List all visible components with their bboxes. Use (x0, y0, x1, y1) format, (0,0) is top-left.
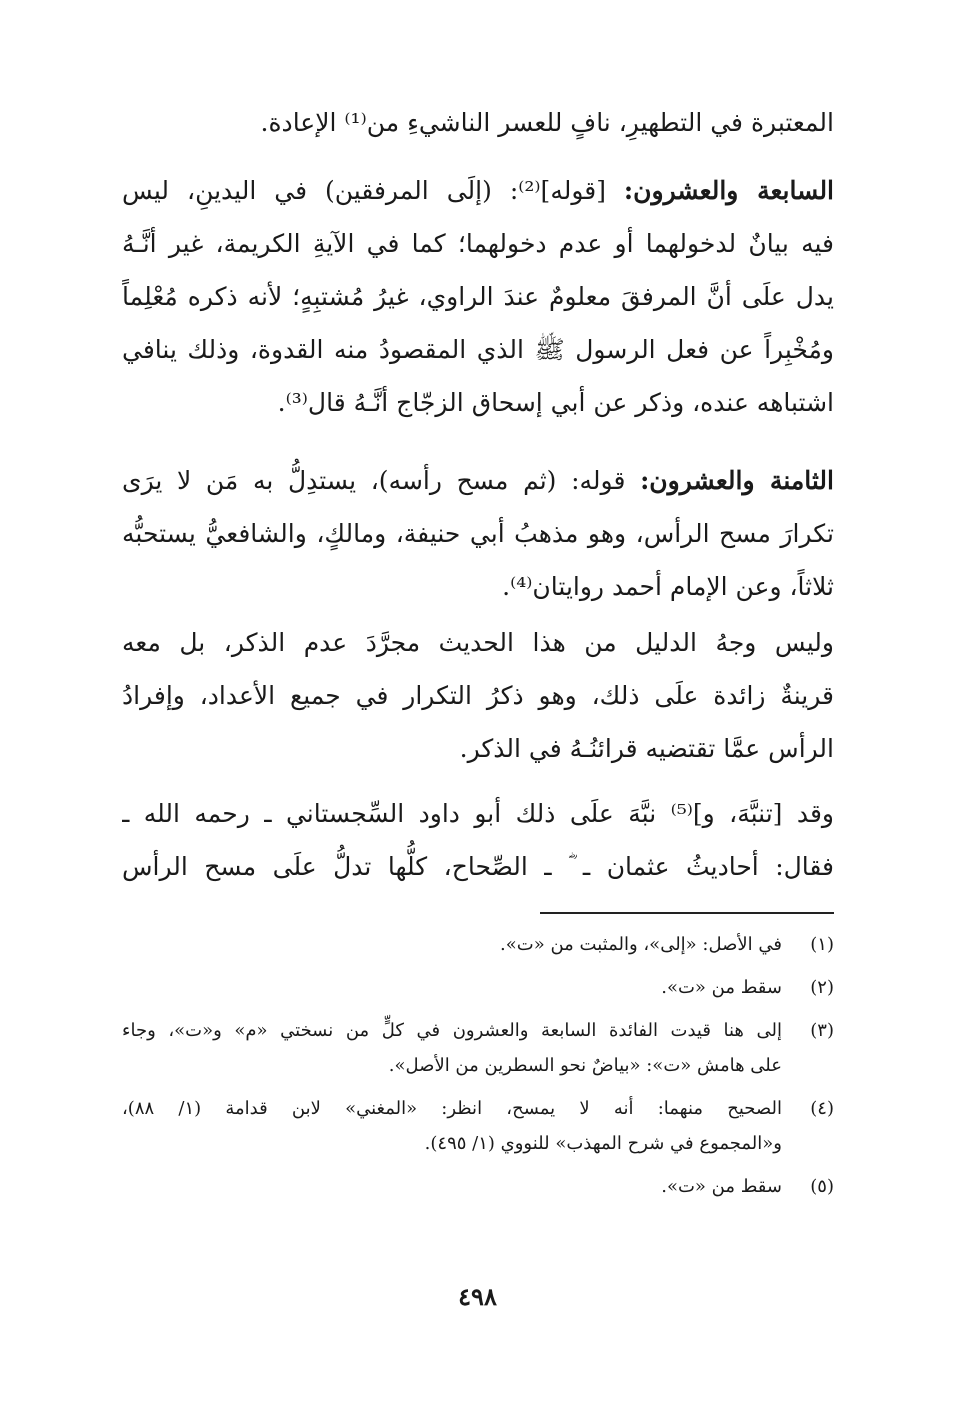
footnote (122, 1013, 834, 1083)
text-span: [قوله]⁽²⁾: (إلَى المرفقين) في اليدينِ، ليس (122, 176, 624, 205)
footnotes (122, 927, 834, 1204)
footnote-number: (١) (810, 934, 834, 955)
text-line: ثلاثاً، وعن الإمام أحمد روايتان⁽⁴⁾. (502, 572, 834, 601)
text-span: قوله: (ثم مسح رأسه)، يستدِلُّ به مَن لا يرَى (122, 466, 641, 495)
text-line: المعتبرة في التطهيرِ، نافٍ للعسر الناشيءِ من⁽¹⁾ الإعادة. (260, 108, 834, 137)
text-line: يدل علَى أنَّ المرفقَ معلومٌ عندَ الراوي، غيرُ مُشتبِهٍ؛ لأنه ذكره مُعْلِماً (122, 282, 834, 311)
text-line: وقد [تنبَّهَ، و]⁽⁵⁾ نبَّهَ علَى ذلك أبو داود السِّجستاني ـ رحمه الله ـ (122, 799, 834, 828)
footnote (122, 970, 834, 1005)
text-line: ومُخْبِراً عن فعل الرسول ﷺ الذي المقصودُ منه القدوة، وذلك ينافي (122, 335, 834, 364)
footnote-text (122, 1169, 782, 1204)
footnote-text (122, 1091, 782, 1161)
text-line (122, 454, 834, 507)
footnote (122, 1091, 834, 1161)
footnote-text (122, 1013, 782, 1083)
text-line: اشتباهه عنده، وذكر عن أبي إسحاق الزجّاج أنَّـهُ قال⁽³⁾. (277, 388, 834, 417)
text-line: وليس وجهُ الدليل من هذا الحديث مجرَّدَ عدم الذكر، بل معه (122, 628, 834, 657)
footnote-line: و«المجموع في شرح المهذب» للنووي (١/ ٤٩٥). (424, 1133, 782, 1154)
paragraph-27 (122, 164, 834, 429)
text-line (122, 164, 834, 217)
text-line: فيه بيانٌ لدخولهما أو عدم دخولهما؛ كما في الآيةِ الكريمة، غير أنَّـهُ (122, 229, 834, 258)
footnote-line: على هامش «ت»: «بياضٌ نحو السطرين من الأصل». (388, 1055, 782, 1076)
paragraph-28 (122, 454, 834, 613)
footnote-number: (٥) (810, 1176, 834, 1197)
footnote-number: (٤) (810, 1098, 834, 1119)
footnote-number: (٢) (810, 977, 834, 998)
footnote-separator (540, 912, 834, 914)
footnote-number: (٣) (810, 1020, 834, 1041)
footnote-line: سقط من «ت». (661, 977, 782, 998)
paragraph-abu-dawud (122, 787, 834, 893)
text-line: الرأس عمَّا تقتضيه قرائنُـهُ في الذكر. (459, 734, 834, 763)
main-text (122, 96, 834, 149)
paragraph-evidence (122, 616, 834, 775)
page-number: ٤٩٨ (458, 1282, 497, 1311)
footnote-line: سقط من «ت». (661, 1176, 782, 1197)
footnote (122, 1169, 834, 1204)
text-line: تكرارَ مسح الرأس، وهو مذهبُ أبي حنيفة، ومالكٍ، والشافعيُّ يستحبُّه (122, 519, 834, 548)
section-heading: السابعة والعشرون: (623, 176, 834, 205)
footnote (122, 927, 834, 962)
text-line: قرينةٌ زائدة علَى ذلك، وهو ذكرُ التكرار في جميع الأعداد، وإفرادُ (122, 681, 834, 710)
footnote-line: إلى هنا قيدت الفائدة السابعة والعشرون في كلٍّ من نسختي «م» و«ت»، وجاء (122, 1020, 782, 1041)
footnote-text (122, 927, 782, 962)
footnote-line: الصحيح منهما: أنه لا يمسح، انظر: «المغني» لابن قدامة (١/ ٨٨)، (122, 1098, 782, 1119)
text-line: فقال: أحاديثُ عثمان ـ ؓ ـ الصِّحاح، كلُّها تدلُّ علَى مسح الرأس (122, 852, 834, 881)
section-heading: الثامنة والعشرون: (640, 466, 834, 495)
footnote-text (122, 970, 782, 1005)
footnote-line: في الأصل: «إلى»، والمثبت من «ت». (500, 934, 782, 955)
